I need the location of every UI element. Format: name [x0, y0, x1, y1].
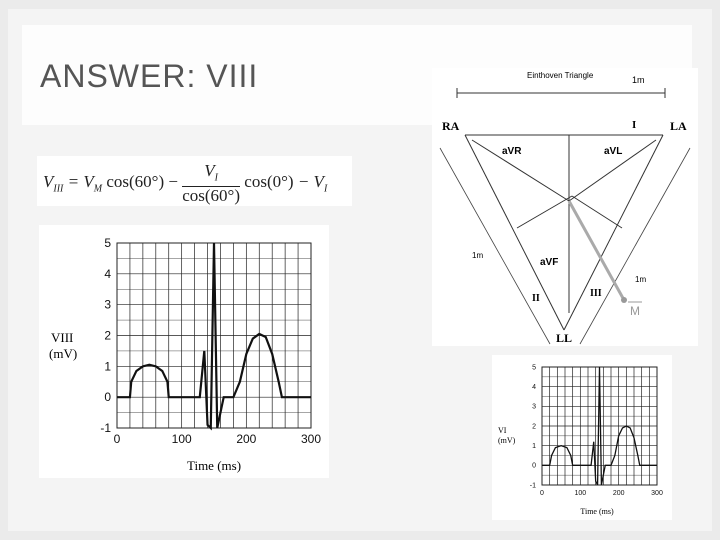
chart-vi-xtick-label: 300 — [651, 490, 663, 497]
outer-left-side — [440, 148, 550, 344]
eq-frac-num: V — [204, 161, 215, 180]
vector-m — [569, 201, 624, 300]
chart-viii-xtick-label: 200 — [236, 432, 257, 446]
chart-vi-xtick-label: 100 — [574, 490, 587, 497]
chart-viii-ytick-label: 1 — [104, 359, 111, 374]
label-avr: aVR — [502, 146, 522, 157]
eq-vm-sub: M — [93, 183, 103, 195]
label-side-left: 1m — [472, 251, 484, 260]
eq-vm: = V — [67, 172, 94, 192]
chart-vi-panel — [492, 355, 672, 520]
chart-vi-xtick-label: 0 — [540, 490, 544, 497]
chart-viii-ytick-label: 4 — [104, 266, 111, 281]
triangle-title: Einthoven Triangle — [527, 71, 594, 80]
chart-viii-xlabel: Time (ms) — [186, 458, 242, 473]
chart-vi-xlabel: Time (ms) — [580, 507, 614, 516]
chart-viii-xtick-label: 300 — [300, 432, 322, 446]
vector-m-head — [621, 297, 627, 303]
triangle-scale-label: 1m — [632, 75, 645, 85]
chart-viii-ytick-label: -1 — [100, 421, 111, 435]
eq-frac-den: cos(60°) — [182, 186, 241, 206]
eq-lhs-sub: III — [53, 183, 64, 195]
chart-vi-ytick-label: 0 — [532, 462, 536, 470]
label-side-right: 1m — [635, 275, 647, 284]
chart-vi-ytick-label: 1 — [532, 443, 536, 450]
label-avl: aVL — [604, 146, 623, 157]
lead-iii-side — [564, 135, 663, 330]
einthoven-triangle-diagram — [432, 68, 698, 346]
eq-lhs: V — [43, 172, 54, 192]
chart-vi-xtick-label: 200 — [612, 490, 625, 497]
chart-viii-ytick-label: 5 — [104, 236, 111, 250]
eq-frac-num-sub: I — [214, 172, 218, 184]
chart-viii-xtick-label: 100 — [171, 432, 192, 446]
equation — [43, 162, 327, 204]
slide-title: ANSWER: VIII — [40, 58, 259, 94]
chart-viii-ytick-label: 3 — [104, 297, 111, 312]
eq-cos0: cos(0°) — [244, 172, 294, 192]
chart-vi-ytick-label: 5 — [532, 364, 536, 372]
label-vector-m: M — [630, 304, 640, 318]
label-la: LA — [670, 119, 687, 133]
label-ra: RA — [442, 119, 460, 133]
chart-viii-ylabel: VIII — [51, 330, 74, 345]
eq-fraction — [182, 162, 240, 204]
lead-ii-side — [465, 135, 564, 330]
chart-viii — [39, 225, 329, 478]
chart-vi — [492, 355, 672, 520]
chart-vi-ytick-label: 4 — [532, 384, 536, 391]
chart-viii-ytick-label: 0 — [104, 390, 111, 405]
chart-vi-ylabel: VI — [498, 426, 507, 435]
perpendicular-iii — [572, 196, 622, 228]
perpendicular-ii — [517, 196, 572, 228]
label-lead-iii: III — [590, 288, 602, 299]
chart-viii-ylabel-unit: (mV) — [49, 346, 78, 361]
eq-tail: − V — [297, 172, 324, 192]
eq-tail-sub: I — [323, 183, 328, 195]
chart-vi-ytick-label: 2 — [532, 423, 536, 431]
chart-viii-panel — [39, 225, 329, 478]
chart-viii-ytick-label: 2 — [104, 328, 111, 343]
eq-minus: − — [168, 172, 178, 192]
label-lead-ii: II — [532, 293, 540, 304]
label-lead-i: I — [632, 119, 637, 131]
label-ll: LL — [556, 331, 573, 345]
chart-viii-xtick-label: 0 — [113, 432, 121, 446]
chart-vi-ylabel-unit: (mV) — [498, 436, 516, 445]
equation-panel — [37, 156, 352, 206]
label-avf: aVF — [540, 257, 559, 268]
eq-cos60: cos(60°) — [106, 172, 165, 192]
einthoven-triangle-panel — [432, 68, 698, 346]
chart-vi-ytick-label: -1 — [529, 482, 536, 490]
chart-vi-ytick-label: 3 — [532, 403, 536, 411]
